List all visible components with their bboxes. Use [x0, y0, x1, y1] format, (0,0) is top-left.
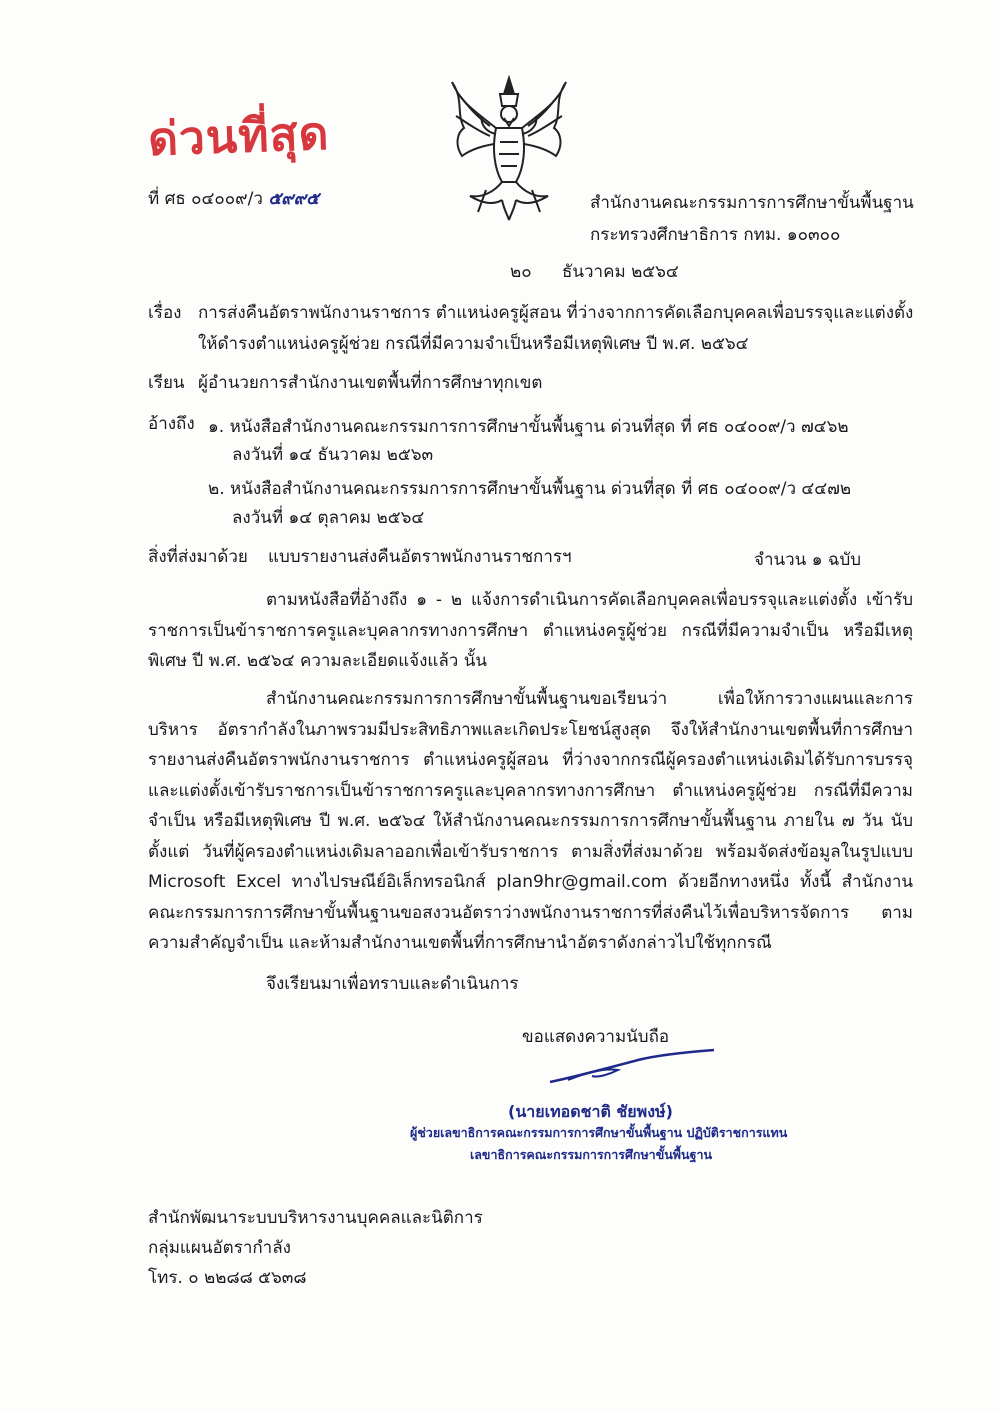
- handwritten-signature-icon: [548, 1046, 716, 1086]
- reference-2-line-1: ๒. หนังสือสำนักงานคณะกรรมการการศึกษาขั้นพื้นฐาน ด่วนที่สุด ที่ ศธ ๐๔๐๐๙/ว ๔๔๗๒: [208, 479, 852, 499]
- signatory-title-1: ผู้ช่วยเลขาธิการคณะกรรมการการศึกษาขั้นพื้นฐาน ปฏิบัติราชการแทน: [410, 1125, 788, 1140]
- body-paragraph-1: [148, 585, 913, 677]
- references-label: อ้างถึง: [148, 414, 195, 434]
- garuda-emblem-icon: [446, 72, 572, 222]
- document-number-prefix: ที่ ศธ ๐๔๐๐๙/ว: [148, 189, 263, 209]
- subject-line-1: การส่งคืนอัตราพนักงานราชการ ตำแหน่งครูผู้สอน ที่ว่างจากการคัดเลือกบุคคลเพื่อบรรจุและแต่งตั้ง: [198, 303, 914, 323]
- to-recipient: ผู้อำนวยการสำนักงานเขตพื้นที่การศึกษาทุกเขต: [198, 373, 543, 393]
- body-paragraph-2-text: สำนักงานคณะกรรมการการศึกษาขั้นพื้นฐานขอเรียนว่า เพื่อให้การวางแผนและการบริหาร อัตรากำลังในภาพรวมมีประสิทธิภาพและเกิดประโยชน์สูงสุด จึงให้สำนักงานเขตพื้นที่การศึกษา รายงานส่งคืนอัตราพนักงานราชการ ตำแหน่งครูผู้สอน ที่ว่างจากกรณีผู้ครองตำแหน่งเดิมได้รับการบรรจุ และแต่งตั้งเข้ารับราชการเป็นข้าราชการครูและบุคลากรทางการศึกษา ตำแหน่งครูผู้ช่วย กรณีที่มีความจำเป็น หรือมีเหตุพิเศษ ปี พ.ศ. ๒๕๖๔ ให้สำนักงานคณะกรรมการการศึกษาขั้นพื้นฐาน ภายใน ๗ วัน นับตั้งแต่ วันที่ผู้ครองตำแหน่งเดิมลาออกเพื่อเข้ารับราชการ ตามสิ่งที่ส่งมาด้วย พร้อมจัดส่งข้อมูลในรูปแบบ Microsoft Excel ทางไปรษณีย์อิเล็กทรอนิกส์ plan9hr@gmail.com ด้วยอีกทางหนึ่ง ทั้งนี้ สำนักงาน คณะกรรมการการศึกษาขั้นพื้นฐานขอสงวนอัตราว่างพนักงานราชการที่ส่งคืนไว้เพื่อบริหารจัดการ ตามความสำคัญจำเป็น และห้ามสำนักงานเขตพื้นที่การศึกษานำอัตราดังกล่าวไปใช้ทุกกรณี: [148, 689, 913, 953]
- salutation: ขอแสดงความนับถือ: [522, 1027, 670, 1047]
- footer-group: กลุ่มแผนอัตรากำลัง: [148, 1238, 291, 1258]
- footer-phone: โทร. ๐ ๒๒๘๘ ๕๖๓๘: [148, 1268, 307, 1288]
- signatory-title-2: เลขาธิการคณะกรรมการการศึกษาขั้นพื้นฐาน: [470, 1147, 713, 1162]
- date-month-year: ธันวาคม ๒๕๖๔: [562, 262, 679, 282]
- signatory-name: (นายเทอดชาติ ชัยพงษ์): [508, 1102, 673, 1121]
- subject-label: เรื่อง: [148, 303, 182, 323]
- document-number-handwritten: ๕๙๙๕: [268, 189, 319, 209]
- footer-office: สำนักพัฒนาระบบบริหารงานบุคคลและนิติการ: [148, 1208, 483, 1228]
- reference-1-line-2: ลงวันที่ ๑๔ ธันวาคม ๒๕๖๓: [232, 445, 434, 465]
- to-label: เรียน: [148, 373, 185, 393]
- enclosure-quantity: จำนวน ๑ ฉบับ: [754, 550, 862, 570]
- closing-line: จึงเรียนมาเพื่อทราบและดำเนินการ: [266, 974, 519, 994]
- agency-name: สำนักงานคณะกรรมการการศึกษาขั้นพื้นฐาน: [590, 193, 914, 213]
- body-paragraph-1-text: ตามหนังสือที่อ้างถึง ๑ - ๒ แจ้งการดำเนินการคัดเลือกบุคคลเพื่อบรรจุและแต่งตั้ง เข้ารับราชการเป็นข้าราชการครูและบุคลากรทางการศึกษา ตำแหน่งครูผู้ช่วย กรณีที่มีความจำเป็น หรือมีเหตุพิเศษ ปี พ.ศ. ๒๕๖๔ ความละเอียดแจ้งแล้ว นั้น: [148, 590, 913, 671]
- date-day: ๒๐: [510, 262, 532, 282]
- document-number: [148, 187, 319, 211]
- agency-address: กระทรวงศึกษาธิการ กทม. ๑๐๓๐๐: [590, 225, 841, 245]
- enclosure-value: แบบรายงานส่งคืนอัตราพนักงานราชการฯ: [268, 547, 572, 567]
- enclosure-label: สิ่งที่ส่งมาด้วย: [148, 547, 248, 567]
- subject-line-2: ให้ดำรงตำแหน่งครูผู้ช่วย กรณีที่มีความจำเป็นหรือมีเหตุพิเศษ ปี พ.ศ. ๒๕๖๔: [198, 334, 749, 354]
- reference-2-line-2: ลงวันที่ ๑๔ ตุลาคม ๒๕๖๔: [232, 508, 425, 528]
- urgent-stamp: ด่วนที่สุด: [147, 105, 331, 167]
- document-date: [510, 260, 679, 284]
- body-paragraph-2: [148, 684, 913, 959]
- reference-1-line-1: ๑. หนังสือสำนักงานคณะกรรมการการศึกษาขั้นพื้นฐาน ด่วนที่สุด ที่ ศธ ๐๔๐๐๙/ว ๗๔๖๒: [208, 417, 849, 437]
